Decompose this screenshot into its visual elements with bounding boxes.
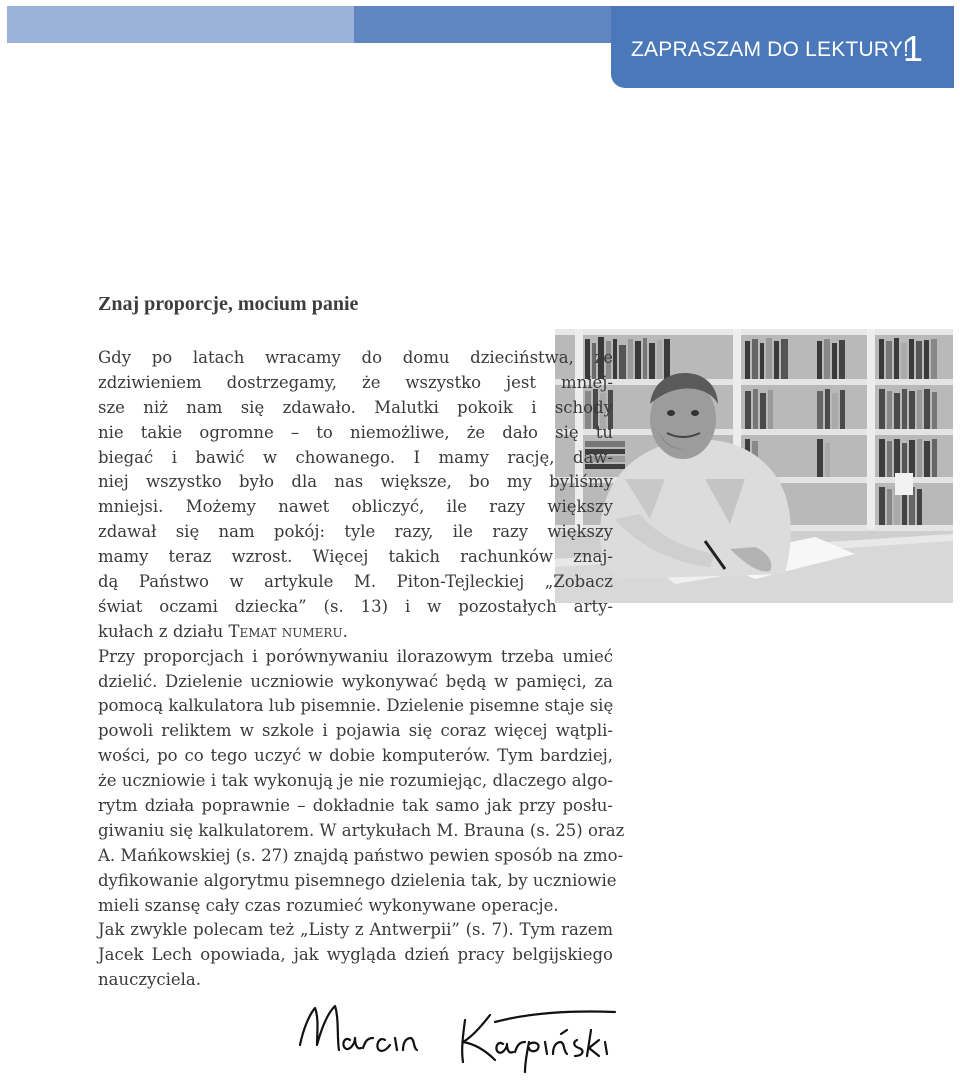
text-line: że uczniowie i tak wykonują je nie rozumiejąc, dlaczego algo- <box>98 771 613 791</box>
text-line: mieli szansę cały czas rozumieć wykonywane operacje. <box>98 895 559 915</box>
page-number: 1 <box>903 28 924 69</box>
article-body <box>98 346 625 993</box>
signature <box>295 1000 625 1076</box>
text-line: Przy proporcjach i porównywaniu ilorazowym trzeba umieć <box>98 646 613 666</box>
text-line: nauczyciela. <box>98 970 201 990</box>
text-line <box>98 620 613 645</box>
text-line: giwaniu się kalkulatorem. W artykułach M. Brauna (s. 25) oraz <box>98 820 625 840</box>
text-line: wości, po co tego uczyć w dobie komputerów. Tym bardziej, <box>98 746 613 766</box>
text-line: sze niż nam się zdawało. Malutki pokoik i schody <box>98 397 613 417</box>
text-line: zdziwieniem dostrzegamy, że wszystko jest mniej- <box>98 372 613 392</box>
text-line: mamy teraz wzrost. Więcej takich rachunków znaj- <box>98 547 613 567</box>
author-photo <box>555 329 953 603</box>
text-line: Jacek Lech opowiada, jak wygląda dzień pracy belgijskiego <box>98 945 613 965</box>
text-line-part: kułach z działu <box>98 621 229 641</box>
text-line: dą Państwo w artykule M. Piton-Tejleckiej „Zobacz <box>98 572 613 592</box>
text-line: niej wszystko było dla nas większe, bo my byliśmy <box>98 472 613 492</box>
text-line: Gdy po latach wracamy do domu dzieciństwa, ze <box>98 348 613 367</box>
article-title: Znaj proporcje, mocium panie <box>98 293 359 315</box>
text-line-end: . <box>342 621 348 641</box>
text-line: świat oczami dziecka” (s. 13) i w pozostałych arty- <box>98 596 613 616</box>
text-line: mniejsi. Możemy nawet obliczyć, ile razy większy <box>98 497 613 517</box>
text-line: biegać i bawić w chowanego. I mamy rację, daw- <box>98 447 613 467</box>
header-bar-mid <box>354 6 611 43</box>
text-line: Jak zwykle polecam też „Listy z Antwerpii” (s. 7). Tym razem <box>98 920 613 940</box>
section-name: Temat numeru <box>228 621 343 641</box>
section-title: ZAPRASZAM DO LEKTURY! <box>631 38 910 61</box>
header-tab <box>611 6 954 88</box>
text-line: rytm działa poprawnie – dokładnie tak samo jak przy posłu- <box>98 796 613 816</box>
text-line: zdawał się nam pokój: tyle razy, ile razy większy <box>98 522 613 542</box>
text-line: dzielić. Dzielenie uczniowie wykonywać będą w pamięci, za <box>98 671 613 691</box>
text-line: powoli reliktem w szkole i pojawia się coraz więcej wątpli- <box>98 721 613 741</box>
text-line: pomocą kalkulatora lub pisemnie. Dzielenie pisemne staje się <box>98 696 614 716</box>
text-line: dyfikowanie algorytmu pisemnego dzielenia tak, by uczniowie <box>98 870 617 890</box>
header-bar-light <box>7 6 354 43</box>
text-line: nie takie ogromne – to niemożliwe, że dało się tu <box>98 422 613 442</box>
text-line: A. Mańkowskiej (s. 27) znajdą państwo pewien sposób na zmo- <box>98 845 624 865</box>
